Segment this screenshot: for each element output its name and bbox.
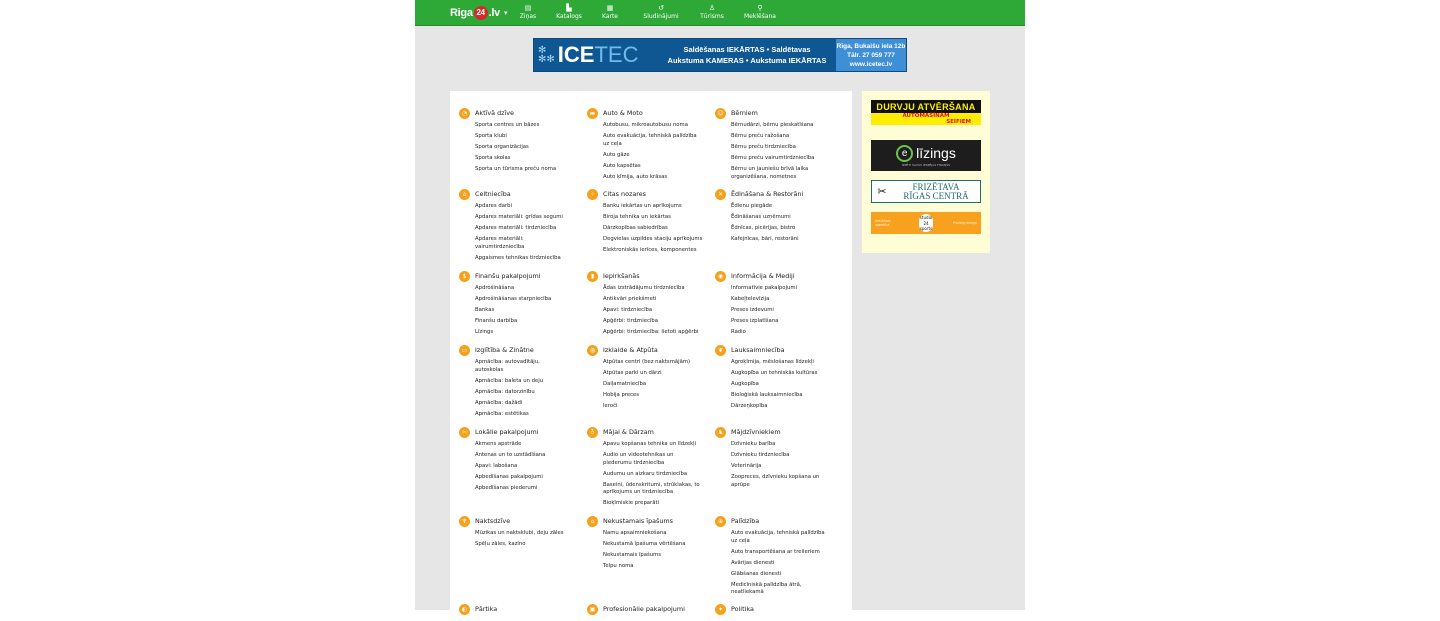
ad-line: RĪGAS CENTRĀ [903, 190, 969, 201]
nav-label: Karte [601, 13, 619, 20]
dollar-icon: $ [459, 271, 470, 282]
plant-icon: ♁ [587, 427, 598, 438]
category-link[interactable]: Ādas izstrādājumu tirdzniecība [603, 285, 685, 291]
category-title[interactable]: Auto & Moto [603, 109, 643, 117]
category-link[interactable]: Medicīniskā palīdzība ātrā, neatliekamā [731, 581, 802, 595]
category-palidziba [715, 515, 843, 600]
category-link[interactable]: Spēļu zāles, kazino [475, 541, 526, 547]
category-link[interactable]: Apdrošināšana [475, 285, 515, 291]
newspaper-icon: ▤ [524, 4, 532, 12]
category-nekustamais-ipasums [587, 515, 715, 574]
category-link[interactable]: Banku iekārtas un aprīkojums [603, 203, 682, 209]
paw-icon: ♞ [715, 427, 726, 438]
broadcast-icon: ◉ [715, 271, 726, 282]
category-link[interactable]: Augkopība un tehniskās kultūras [731, 370, 818, 376]
category-link[interactable]: Avārijas dienesti [731, 559, 775, 566]
brand-tec: TEC [594, 42, 639, 67]
category-link[interactable]: Auto evakuācija, tehniskā palīdzība uz ceļa [603, 133, 697, 147]
ad-right-text: Printing design [953, 221, 977, 225]
ad-lizings[interactable] [871, 140, 981, 171]
nav-item-turisms[interactable] [695, 3, 729, 20]
category-link[interactable]: Apģērbi: tirdzniecība [603, 318, 658, 324]
main-nav [511, 3, 782, 20]
category-link[interactable]: Nekustamais īpašums [603, 552, 662, 558]
category-informacija-mediji [715, 270, 843, 340]
category-link[interactable]: Bankas [475, 307, 495, 313]
category-link[interactable]: Dzīvnieku barība [731, 441, 776, 447]
category-link[interactable]: Audumu un aizkaru tirdzniecība [603, 470, 688, 477]
category-title[interactable]: Iepirkšanās [603, 272, 640, 280]
politics-icon: ✦ [715, 604, 726, 615]
ads-icon: ↺ [658, 4, 664, 12]
food-icon: ◐ [459, 604, 470, 615]
brand-ice: ICE [557, 42, 595, 67]
category-title[interactable]: Profesionālie pakalpojumi [603, 605, 685, 613]
category-link[interactable]: Apdares materiāli: tirdzniecība [475, 225, 557, 231]
category-link[interactable]: Daiļamatniecība [603, 381, 647, 387]
top-navigation-bar [415, 0, 1025, 26]
category-link[interactable]: Auto transportēšana ar treileriem [731, 548, 820, 555]
banner-line-1: Saldēšanas IEKĀRTAS • Saldētavas [683, 45, 811, 54]
category-link[interactable]: Atpūtas centri (bez naktsmājām) [603, 359, 691, 365]
banner-address: Rīga, Bukaišu iela 12b [836, 42, 906, 50]
category-link[interactable]: Bioloģiskā lauksaimniecība [731, 392, 803, 398]
category-link[interactable]: Apdrošināšanas starpniecība [475, 296, 552, 302]
category-link[interactable]: Antenas un to uzstādīšana [475, 452, 546, 458]
shopping-bag-icon: ▮ [587, 271, 598, 282]
category-lokalie-pakalpojumi [459, 426, 587, 496]
category-title[interactable]: Finanšu pakalpojumi [475, 272, 541, 280]
category-link[interactable]: Ēdināšanas uzņēmumi [731, 214, 791, 220]
activity-icon: ◔ [459, 108, 470, 119]
category-title[interactable]: Nekustamais īpašums [603, 517, 673, 525]
scissors-comb-icon: ✂ [877, 185, 887, 198]
nav-item-karte[interactable] [593, 3, 627, 20]
walking-icon: ♙ [708, 4, 716, 12]
child-icon: ☺ [715, 108, 726, 119]
category-link[interactable]: Sporta organizācijas [475, 144, 529, 150]
category-link[interactable]: Sporta centres un bāzes [475, 122, 540, 128]
ad-line: AUTOMAŠĪNĀM [902, 112, 950, 119]
category-title[interactable]: Lauksaimniecība [731, 346, 785, 354]
category-title[interactable]: Aktīvā dzīve [475, 109, 514, 117]
category-link[interactable]: Zoopreces, dzīvnieku kopšana un aprūpe [731, 474, 820, 488]
ad-frizetava[interactable] [871, 180, 981, 203]
category-majdzivniekiem [715, 426, 843, 493]
ad-line: FRIZĒTAVA [912, 181, 960, 192]
category-link[interactable]: Apbedīšanas pakalpojumi [475, 474, 543, 480]
category-title[interactable]: Celtniecība [475, 190, 511, 198]
category-lauksaimnieciba [715, 344, 843, 414]
logo-suffix: .lv [488, 7, 500, 19]
category-link[interactable]: Elektroniskās ierīces, komponentes [603, 247, 697, 253]
category-link[interactable]: Apmācība: dažādi [475, 399, 523, 406]
category-title[interactable]: Palīdzība [731, 517, 760, 525]
banner-brand [534, 39, 658, 71]
category-link[interactable]: Informatīvie pakalpojumi [731, 285, 797, 291]
category-link[interactable]: Antikvāri priekšmeti [603, 296, 657, 302]
category-link[interactable]: Preses izplatīšana [731, 318, 779, 324]
logo-badge: 24 [474, 6, 488, 20]
category-link[interactable]: Telpu noma [603, 563, 634, 569]
category-politika [715, 603, 843, 615]
lifebuoy-icon: ⊕ [715, 516, 726, 527]
dots-icon: ⁘ [587, 189, 598, 200]
category-link[interactable]: Bērnu preču vairumtirdzniecība [731, 155, 815, 161]
category-aktiva-dzive [459, 107, 587, 177]
home-icon: ⌂ [587, 516, 598, 527]
banner-services [658, 39, 836, 71]
cutlery-icon: ✕ [715, 189, 726, 200]
category-celtnieciba [459, 188, 587, 266]
category-title[interactable]: Mājai & Dārzam [603, 428, 654, 436]
category-profesionalie-pakalpojumi [587, 603, 715, 615]
category-izklaide-atpute [587, 344, 715, 414]
category-iepirksanas [587, 270, 715, 340]
category-link[interactable]: Preses izdevumi [731, 307, 774, 313]
category-link[interactable]: Apmācība: baleta un deju [475, 377, 544, 384]
category-title[interactable]: Mājdzīvniekiem [731, 428, 781, 436]
category-link[interactable]: Apavu kopšanas tehnika un līdzekļi [603, 441, 697, 447]
category-link[interactable]: Veterinārija [731, 463, 762, 469]
category-link[interactable]: Mūzikas un naktsklubi, deju zāles [475, 530, 564, 536]
city-dropdown-caret-icon[interactable]: ▾ [503, 10, 508, 17]
category-partika [459, 603, 587, 615]
category-edinasana-restorani [715, 188, 843, 247]
nav-label: Sludinājumi [643, 13, 679, 20]
studio-logo: studio 24 sports [919, 215, 933, 231]
map-icon: ▦ [606, 4, 614, 12]
category-link[interactable]: Ieroči [603, 403, 618, 409]
category-naktsdzive [459, 515, 587, 552]
ad-studio24[interactable] [871, 212, 981, 234]
category-izglitiba-zinatne [459, 344, 587, 422]
category-link[interactable]: Dzīvnieku tirdzniecība [731, 452, 790, 458]
category-link[interactable]: Akmens apstrāde [475, 441, 522, 447]
category-link[interactable]: Līzings [475, 329, 494, 335]
category-link[interactable]: Auto kapsētas [603, 162, 641, 169]
category-link[interactable]: Auto evakuācija, tehniskā palīdzība uz ceļa [731, 530, 825, 544]
category-link[interactable]: Agroķīmija, mēslošanas līdzekļi [731, 359, 814, 365]
category-link[interactable]: Atpūtas parki un dārzi [603, 370, 662, 376]
category-link[interactable]: Dārzkopības sabiedrības [603, 225, 668, 231]
category-link[interactable]: Radio [731, 329, 746, 335]
catalog-icon: ▙ [566, 4, 572, 12]
category-link[interactable]: Bioķīmiskie preparāti [603, 500, 660, 506]
cocktail-icon: ♆ [459, 516, 470, 527]
tools-icon: ✂ [459, 427, 470, 438]
category-directory [450, 91, 852, 621]
category-link[interactable]: Glābšanas dienesti [731, 570, 782, 577]
category-title[interactable]: Pārtika [475, 605, 498, 613]
banner-contact [836, 39, 906, 71]
category-berniem [715, 107, 843, 185]
category-title[interactable]: Izglītība & Zinātne [475, 346, 534, 354]
category-link[interactable]: Apģērbi: tirdzniecība: lietoti apģērbi [603, 329, 699, 335]
category-majai-darzam [587, 426, 715, 511]
nav-label: Tūrisms [700, 13, 724, 20]
category-link[interactable]: Audio un videotehnikas un piederumu tirdzniecība [603, 452, 674, 466]
category-link[interactable]: Apavi: labošana [475, 463, 518, 469]
ad-brand: līzings [916, 145, 956, 161]
category-link[interactable]: Kabeļtelevīzija [731, 296, 770, 302]
logo-prefix: Riga [450, 7, 473, 19]
category-link[interactable]: Dārzeņkopība [731, 403, 768, 409]
category-citas-nozares [587, 188, 715, 258]
category-link[interactable]: Finanšu darbība [475, 318, 518, 324]
category-link[interactable]: Augkopība [731, 381, 759, 387]
category-link[interactable]: Apmācība: autovadītāju, autoskolas [475, 359, 540, 373]
category-link[interactable]: Namu apsaimniekošana [603, 530, 667, 536]
ad-title: DURVJU ATVĒRŠANA [871, 101, 981, 113]
nav-item-sludinajumi[interactable] [636, 3, 686, 20]
banner-phone: Tālr. 27 059 777 [847, 51, 895, 59]
leaf-icon: ❦ [715, 345, 726, 356]
ad-tagline: IZPĒTI SAVUS IESPĒJAS FINANŠU [901, 162, 951, 167]
briefcase-icon: ▣ [587, 604, 598, 615]
category-link[interactable]: Apmācība: datorzinību [475, 388, 535, 395]
e-logo-icon: e [896, 145, 913, 162]
nav-item-katalogs[interactable] [552, 3, 586, 20]
category-link[interactable]: Bērnu un jauniešu brīvā laika organizēšana, nometnes [731, 166, 809, 180]
category-title[interactable]: Naktsdzīve [475, 517, 511, 525]
nav-label: Ziņas [519, 13, 537, 20]
category-link[interactable]: Kafejnīcas, bāri, restorāni [731, 236, 799, 242]
category-link[interactable]: Apgaismes tehnikas tirdzniecība [475, 254, 561, 261]
banner-web: www.icetec.lv [849, 60, 893, 68]
category-link[interactable]: Apavi: tirdzniecība [603, 307, 653, 313]
category-link[interactable]: Autobusu, mikroautobusu noma [603, 122, 688, 128]
nav-label: Meklēšana [744, 13, 776, 20]
category-link[interactable]: Baseini, ūdenskritumi, strūklakas, to aprīkojums un tirdzniecība [603, 481, 700, 495]
category-title[interactable]: Izklaide & Atpūta [603, 346, 658, 354]
category-link[interactable]: Sporta skolas [475, 155, 511, 161]
category-link[interactable]: Auto ķīmija, auto krāsas [603, 173, 668, 180]
category-link[interactable]: Apdares materiāli: vairumtirdzniecība [475, 236, 525, 250]
category-title[interactable]: Lokālie pakalpojumi [475, 428, 539, 436]
category-title[interactable]: Bērniem [731, 109, 758, 117]
category-link[interactable]: Degvielas uzpildes staciju aprīkojums [603, 236, 703, 242]
category-link[interactable]: Apdares darbi [475, 203, 512, 209]
site-logo[interactable] [450, 6, 507, 20]
category-link[interactable]: Biroja tehnika un iekārtas [603, 214, 671, 220]
ad-left-text: Reklāmas aģentūra [875, 219, 891, 227]
category-link[interactable]: Nekustamā īpašuma vērtēšana [603, 541, 686, 547]
banner-line-2: Aukstuma KAMERAS • Aukstuma IEKĀRTAS [667, 56, 827, 65]
icetec-banner-ad[interactable] [533, 38, 907, 72]
ad-durvju-atversana[interactable] [871, 100, 981, 125]
ad-line: SEIFIEM [946, 119, 971, 125]
page-container [415, 0, 1025, 613]
category-link[interactable]: Ēdienu piegāde [731, 203, 773, 209]
category-link[interactable]: Sporta un tūrisma preču noma [475, 166, 557, 172]
category-link[interactable]: Auto gāze [603, 151, 630, 158]
category-title[interactable]: Ēdināšana & Restorāni [731, 190, 804, 198]
category-title[interactable]: Citas nozares [603, 190, 646, 198]
sidebar-ads [862, 91, 990, 253]
category-link[interactable]: Apbedīšanas piederumi [475, 485, 538, 491]
category-link[interactable]: Ēdnīcas, picērijas, bistro [731, 225, 796, 231]
category-title[interactable]: Politika [731, 605, 754, 613]
car-icon: ▬ [587, 108, 598, 119]
category-link[interactable]: Apmācība: estētikas [475, 410, 529, 417]
category-title[interactable]: Informācija & Mediji [731, 272, 795, 280]
nav-item-zinas[interactable] [511, 3, 545, 20]
snowflake-icon: ✻ ✻✻ [538, 45, 555, 65]
category-link[interactable]: Hobija preces [603, 392, 640, 398]
search-icon: ⚲ [757, 4, 763, 12]
category-link[interactable]: Sporta klubi [475, 133, 507, 139]
palette-icon: ◍ [587, 345, 598, 356]
graduation-icon: ▭ [459, 345, 470, 356]
nav-label: Katalogs [556, 13, 582, 20]
category-link[interactable]: Bērnu preču tirdzniecība [731, 144, 796, 150]
house-icon: ⌂ [459, 189, 470, 200]
category-link[interactable]: Bērnudārzi, bērnu pieskatīšana [731, 122, 814, 128]
category-auto-moto [587, 107, 715, 185]
nav-item-meklesana[interactable] [738, 3, 782, 20]
category-finansu-pakalpojumi [459, 270, 587, 340]
category-link[interactable]: Apdares materiāli: grīdas segumi [475, 214, 563, 220]
category-link[interactable]: Bērnu preču ražošana [731, 133, 790, 139]
